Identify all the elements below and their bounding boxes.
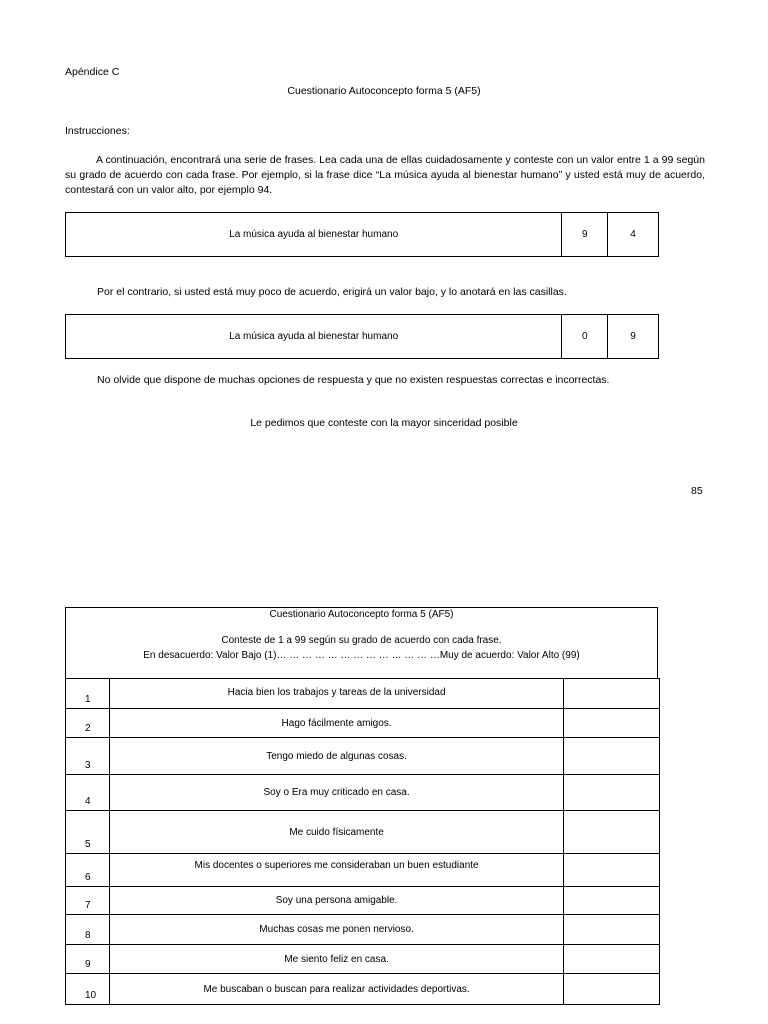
- answer-box[interactable]: [564, 679, 660, 709]
- table-row: [66, 709, 660, 738]
- item-text: Me siento feliz en casa.: [109, 945, 563, 974]
- questionnaire-scale: En desacuerdo: Valor Bajo (1)… … … … … … … … … … … … …Muy de acuerdo: Valor Alto (99): [143, 650, 580, 661]
- item-number: 2: [66, 709, 110, 738]
- item-text: Soy o Era muy criticado en casa.: [109, 775, 563, 811]
- appendix-label: Apéndice C: [65, 66, 120, 78]
- answer-box[interactable]: [564, 709, 660, 738]
- item-number: 3: [66, 738, 110, 775]
- answer-box[interactable]: [564, 974, 660, 1005]
- answer-box[interactable]: [564, 811, 660, 854]
- example-digit-box: 0: [562, 315, 608, 359]
- item-text: Hago fácilmente amigos.: [109, 709, 563, 738]
- example-table-high: [65, 212, 659, 257]
- example-phrase: La música ayuda al bienestar humano: [66, 315, 562, 359]
- item-text: Tengo miedo de algunas cosas.: [109, 738, 563, 775]
- example-table-low: [65, 314, 659, 359]
- answer-box[interactable]: [564, 738, 660, 775]
- table-row: [66, 811, 660, 854]
- item-text: Muchas cosas me ponen nervioso.: [109, 915, 563, 945]
- table-row: [66, 887, 660, 915]
- sincerity-text: Le pedimos que conteste con la mayor sinceridad posible: [250, 417, 518, 429]
- item-number: 4: [66, 775, 110, 811]
- answer-box[interactable]: [564, 887, 660, 915]
- item-text: Hacia bien los trabajos y tareas de la universidad: [109, 679, 563, 709]
- questionnaire-title: Cuestionario Autoconcepto forma 5 (AF5): [269, 609, 454, 620]
- item-text: Soy una persona amigable.: [109, 887, 563, 915]
- table-row: [66, 738, 660, 775]
- item-number: 8: [66, 915, 110, 945]
- page-number: 85: [691, 485, 703, 497]
- item-number: 1: [66, 679, 110, 709]
- answer-box[interactable]: [564, 775, 660, 811]
- item-number: 6: [66, 854, 110, 887]
- instructions-paragraph: [65, 153, 705, 198]
- answer-box[interactable]: [564, 915, 660, 945]
- instructions-paragraph-text: A continuación, encontrará una serie de frases. Lea cada una de ellas cuidadosamente y conteste con un valor entre 1 a 99 según su grado de acuerdo con cada frase. Por ejemplo, si la frase dice “La música ayuda al bienestar humano” y usted está muy de acuerdo, contestará con un valor alto, por ejemplo 94.: [65, 154, 705, 196]
- document-title: Cuestionario Autoconcepto forma 5 (AF5): [287, 85, 481, 97]
- item-number: 5: [66, 811, 110, 854]
- contrary-text: Por el contrario, si usted está muy poco de acuerdo, erigirá un valor bajo, y lo anotará en las casillas.: [97, 286, 567, 298]
- table-row: [66, 854, 660, 887]
- table-row: [66, 679, 660, 709]
- example-phrase: La música ayuda al bienestar humano: [66, 213, 562, 257]
- item-number: 9: [66, 945, 110, 974]
- table-row: [66, 974, 660, 1005]
- table-row: [66, 915, 660, 945]
- reminder-text: No olvide que dispone de muchas opciones de respuesta y que no existen respuestas correctas e incorrectas.: [97, 374, 610, 386]
- answer-box[interactable]: [564, 854, 660, 887]
- example-digit-box: 9: [562, 213, 608, 257]
- item-text: Me buscaban o buscan para realizar actividades deportivas.: [109, 974, 563, 1005]
- item-text: Mis docentes o superiores me consideraban un buen estudiante: [109, 854, 563, 887]
- item-number: 7: [66, 887, 110, 915]
- example-digit-box: 4: [608, 213, 659, 257]
- item-number: 10: [66, 974, 110, 1005]
- questionnaire-instruction: Conteste de 1 a 99 según su grado de acuerdo con cada frase.: [221, 635, 502, 646]
- questionnaire-header: [65, 607, 658, 678]
- item-text: Me cuido físicamente: [109, 811, 563, 854]
- answer-box[interactable]: [564, 945, 660, 974]
- questions-table: [65, 678, 660, 1005]
- instructions-label: Instrucciones:: [65, 125, 130, 137]
- example-digit-box: 9: [608, 315, 659, 359]
- table-row: [66, 945, 660, 974]
- table-row: [66, 775, 660, 811]
